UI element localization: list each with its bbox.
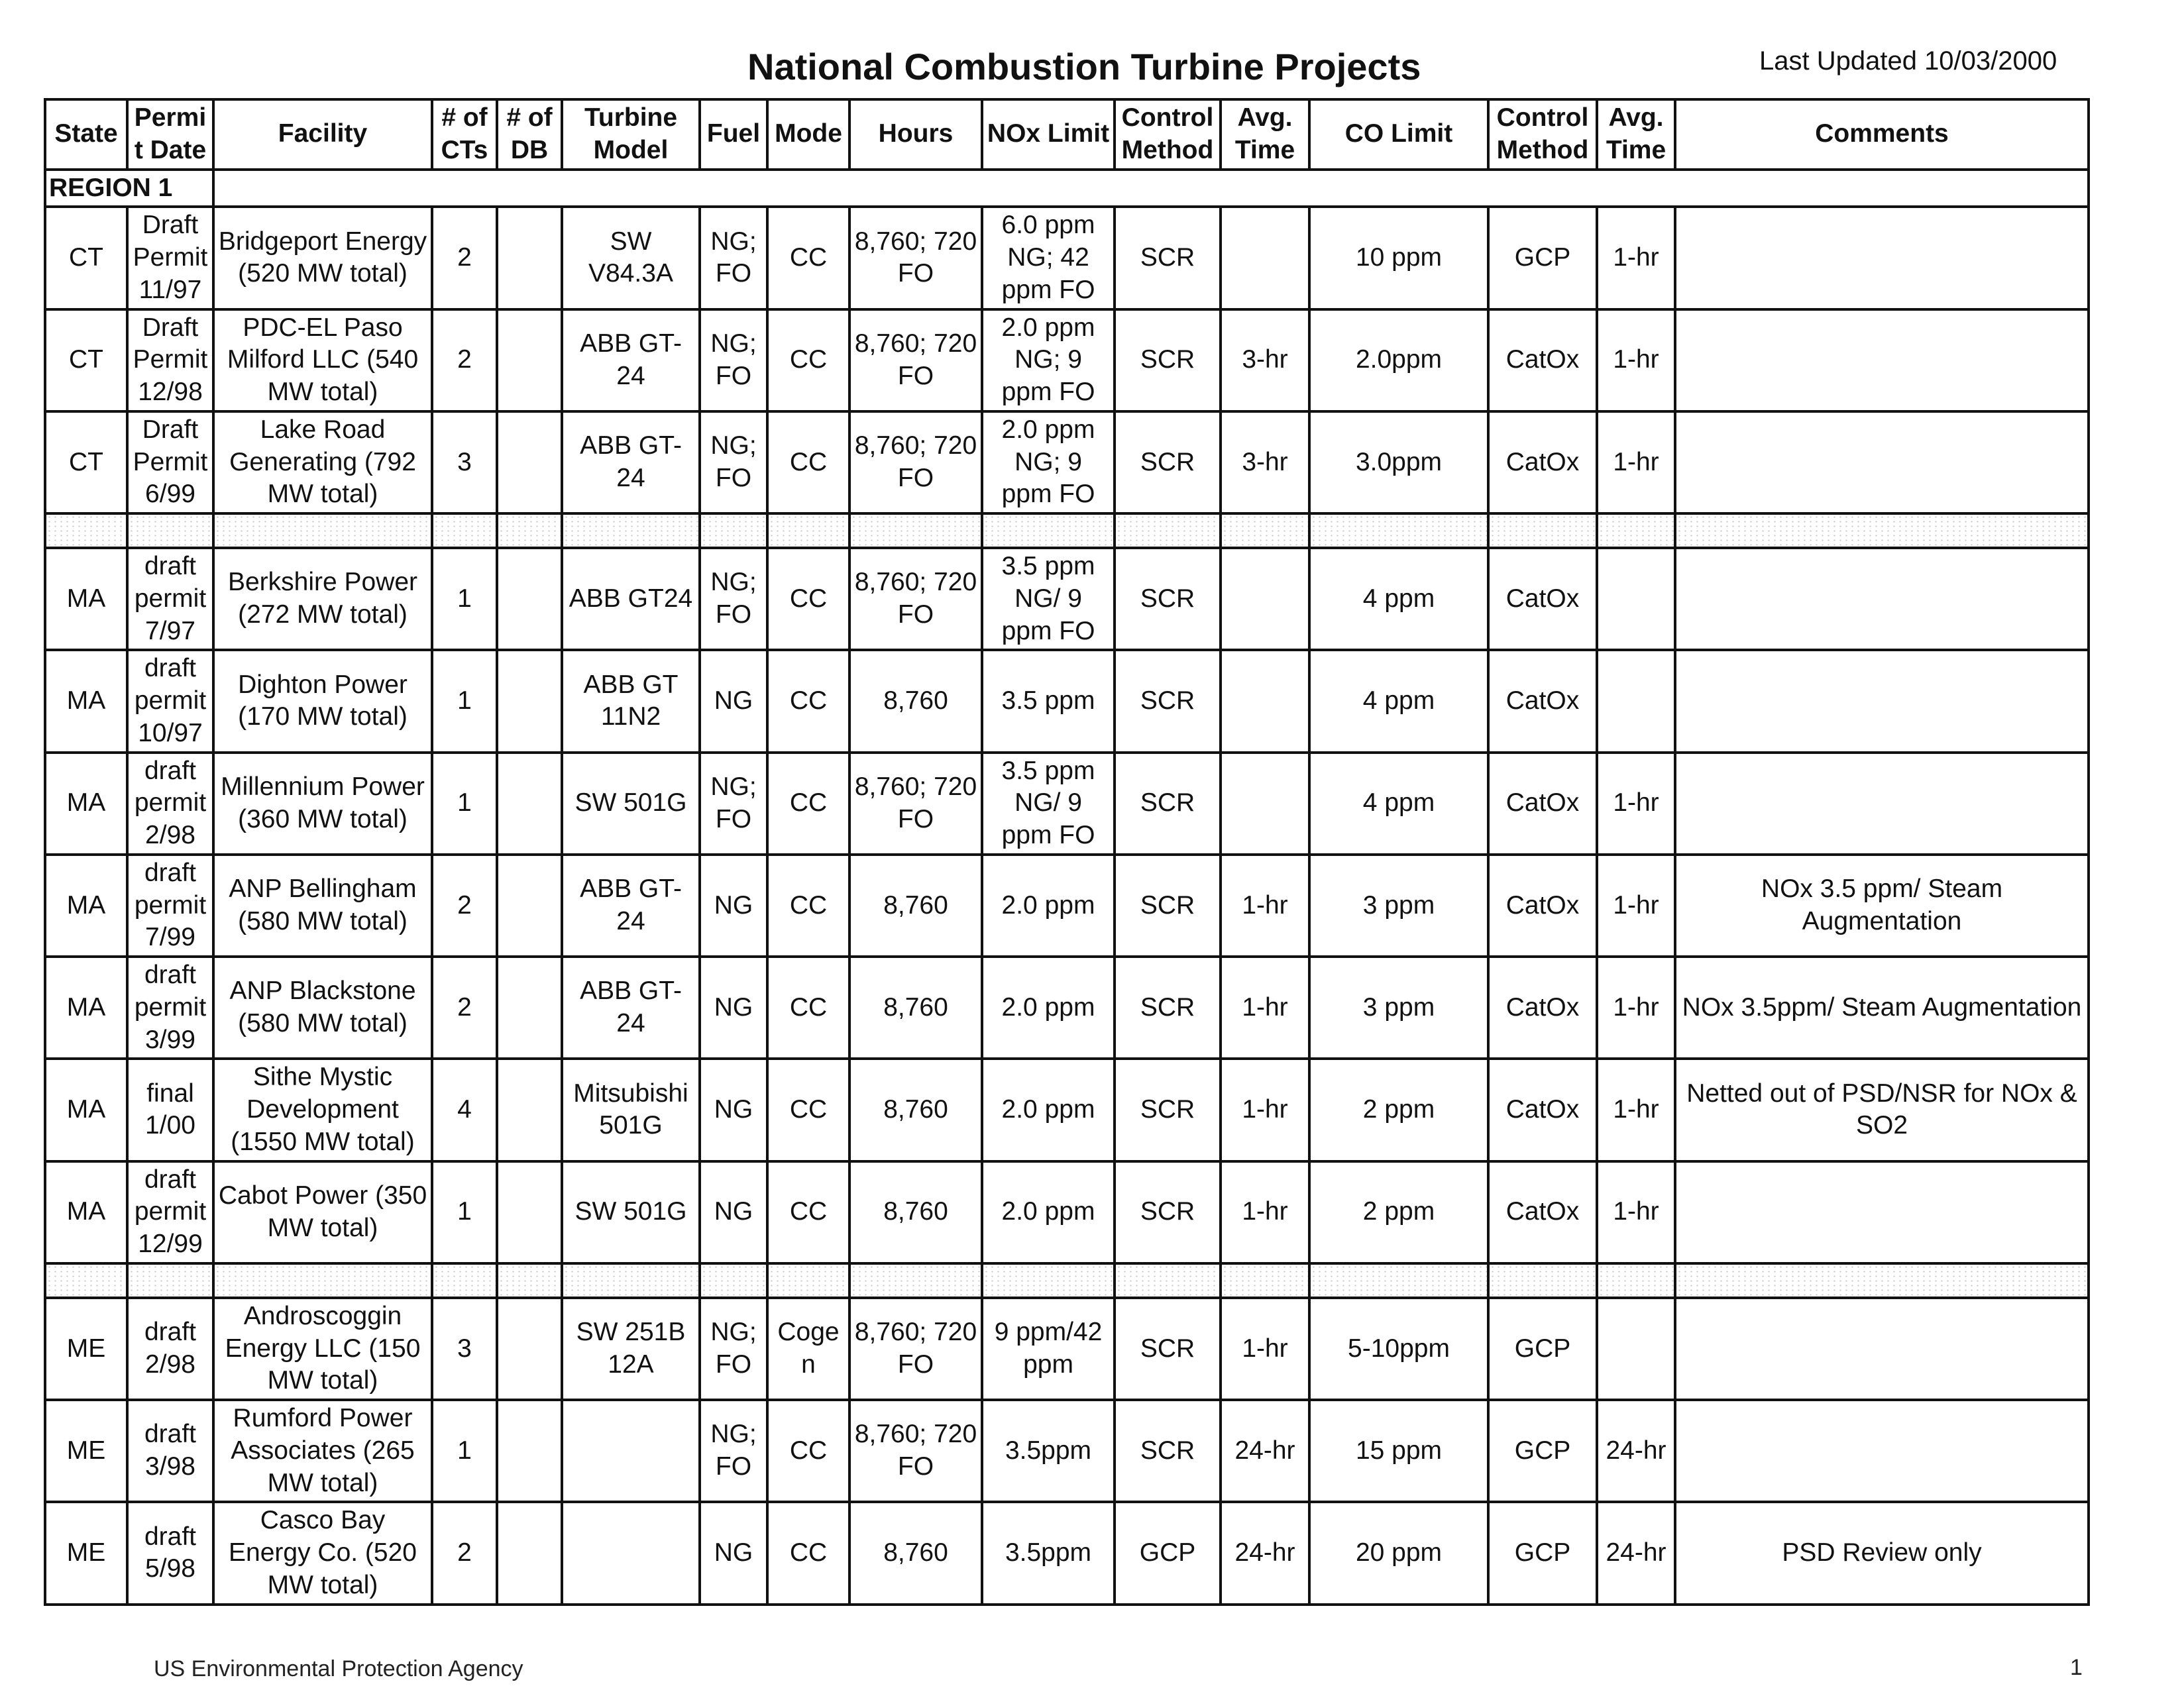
footer-agency: US Environmental Protection Agency [154, 1656, 523, 1681]
cell-num-db [497, 1400, 562, 1502]
cell-hours: 8,760 [849, 957, 982, 1059]
cell-nox-limit: 3.5 ppm NG/ 9 ppm FO [982, 548, 1115, 650]
cell-mode: CC [767, 650, 849, 752]
cell-facility: Rumford Power Associates (265 MW total) [213, 1400, 432, 1502]
separator-cell [127, 1263, 213, 1298]
separator-row [45, 1263, 2089, 1298]
cell-nox-limit: 2.0 ppm NG; 9 ppm FO [982, 411, 1115, 513]
cell-num-db [497, 957, 562, 1059]
cell-num-cts: 1 [432, 1161, 497, 1263]
cell-turbine-model: SW 501G [562, 753, 700, 855]
separator-cell [982, 513, 1115, 548]
cell-co-avg-time: 1-hr [1597, 855, 1675, 957]
cell-nox-limit: 3.5 ppm [982, 650, 1115, 752]
cell-fuel: NG [700, 1502, 767, 1604]
cell-facility: PDC-EL Paso Milford LLC (540 MW total) [213, 309, 432, 411]
cell-nox-limit: 2.0 ppm [982, 855, 1115, 957]
header-mode: Mode [767, 99, 849, 170]
header-nox-limit: NOx Limit [982, 99, 1115, 170]
cell-hours: 8,760 [849, 855, 982, 957]
header-permit-date: Permit Date [127, 99, 213, 170]
cell-nox-avg-time: 1-hr [1221, 1298, 1309, 1400]
cell-num-cts: 1 [432, 548, 497, 650]
region-row-fill [213, 170, 2089, 207]
table-row [45, 650, 2089, 752]
cell-mode: CC [767, 1502, 849, 1604]
region-label: REGION 1 [45, 170, 213, 207]
cell-hours: 8,760; 720 FO [849, 1400, 982, 1502]
table-row [45, 548, 2089, 650]
cell-hours: 8,760; 720 FO [849, 548, 982, 650]
table-row [45, 855, 2089, 957]
cell-co-avg-time: 1-hr [1597, 309, 1675, 411]
cell-permit-date: draft permit 7/99 [127, 855, 213, 957]
cell-num-cts: 1 [432, 650, 497, 752]
cell-co-control-method: GCP [1488, 1502, 1597, 1604]
header-nox-control-method: Control Method [1115, 99, 1221, 170]
cell-facility: Cabot Power (350 MW total) [213, 1161, 432, 1263]
separator-cell [700, 513, 767, 548]
separator-cell [497, 513, 562, 548]
cell-facility: Millennium Power (360 MW total) [213, 753, 432, 855]
cell-num-db [497, 855, 562, 957]
cell-comments [1675, 411, 2089, 513]
cell-nox-control-method: SCR [1115, 309, 1221, 411]
cell-comments [1675, 650, 2089, 752]
separator-row [45, 513, 2089, 548]
cell-permit-date: Draft Permit 12/98 [127, 309, 213, 411]
separator-cell [562, 1263, 700, 1298]
cell-hours: 8,760; 720 FO [849, 411, 982, 513]
cell-mode: CC [767, 957, 849, 1059]
cell-comments: Netted out of PSD/NSR for NOx & SO2 [1675, 1059, 2089, 1161]
cell-num-cts: 2 [432, 309, 497, 411]
cell-co-avg-time [1597, 548, 1675, 650]
cell-co-limit: 2 ppm [1309, 1161, 1488, 1263]
cell-co-control-method: GCP [1488, 1298, 1597, 1400]
separator-cell [1221, 513, 1309, 548]
separator-cell [1488, 1263, 1597, 1298]
separator-cell [1115, 513, 1221, 548]
cell-permit-date: final 1/00 [127, 1059, 213, 1161]
cell-fuel: NG [700, 1059, 767, 1161]
cell-num-cts: 3 [432, 411, 497, 513]
cell-nox-control-method: SCR [1115, 855, 1221, 957]
cell-nox-avg-time: 24-hr [1221, 1400, 1309, 1502]
cell-permit-date: Draft Permit 6/99 [127, 411, 213, 513]
last-updated-date: Last Updated 10/03/2000 [1759, 46, 2057, 76]
cell-nox-limit: 3.5ppm [982, 1400, 1115, 1502]
region-row [45, 170, 2089, 207]
cell-nox-control-method: SCR [1115, 650, 1221, 752]
cell-nox-control-method: SCR [1115, 753, 1221, 855]
cell-fuel: NG [700, 957, 767, 1059]
cell-permit-date: Draft Permit 11/97 [127, 207, 213, 309]
cell-turbine-model: ABB GT-24 [562, 855, 700, 957]
cell-co-avg-time: 1-hr [1597, 753, 1675, 855]
cell-nox-avg-time: 3-hr [1221, 411, 1309, 513]
separator-cell [982, 1263, 1115, 1298]
cell-num-db [497, 309, 562, 411]
cell-co-limit: 3 ppm [1309, 957, 1488, 1059]
header-co-avg-time: Avg. Time [1597, 99, 1675, 170]
cell-comments: NOx 3.5ppm/ Steam Augmentation [1675, 957, 2089, 1059]
cell-nox-control-method: SCR [1115, 1298, 1221, 1400]
table-row [45, 1161, 2089, 1263]
separator-cell [767, 513, 849, 548]
cell-co-limit: 3.0ppm [1309, 411, 1488, 513]
separator-cell [1597, 1263, 1675, 1298]
projects-table [44, 98, 2090, 1606]
cell-fuel: NG; FO [700, 411, 767, 513]
cell-co-control-method: CatOx [1488, 411, 1597, 513]
cell-num-cts: 2 [432, 957, 497, 1059]
footer-page-number: 1 [2070, 1655, 2083, 1680]
cell-comments [1675, 753, 2089, 855]
header-num-db: # of DB [497, 99, 562, 170]
cell-facility: ANP Bellingham (580 MW total) [213, 855, 432, 957]
cell-nox-limit: 3.5ppm [982, 1502, 1115, 1604]
cell-co-control-method: CatOx [1488, 957, 1597, 1059]
cell-nox-limit: 3.5 ppm NG/ 9 ppm FO [982, 753, 1115, 855]
cell-state: MA [45, 548, 127, 650]
cell-co-avg-time: 1-hr [1597, 1059, 1675, 1161]
cell-co-limit: 15 ppm [1309, 1400, 1488, 1502]
cell-facility: Lake Road Generating (792 MW total) [213, 411, 432, 513]
cell-state: MA [45, 855, 127, 957]
cell-nox-control-method: SCR [1115, 411, 1221, 513]
cell-comments: PSD Review only [1675, 1502, 2089, 1604]
cell-state: MA [45, 753, 127, 855]
cell-permit-date: draft permit 10/97 [127, 650, 213, 752]
cell-facility: Casco Bay Energy Co. (520 MW total) [213, 1502, 432, 1604]
cell-num-cts: 2 [432, 1502, 497, 1604]
cell-nox-avg-time [1221, 548, 1309, 650]
header-nox-avg-time: Avg. Time [1221, 99, 1309, 170]
separator-cell [1221, 1263, 1309, 1298]
cell-turbine-model: ABB GT-24 [562, 309, 700, 411]
table-row [45, 1298, 2089, 1400]
cell-comments [1675, 1400, 2089, 1502]
cell-nox-control-method: SCR [1115, 957, 1221, 1059]
cell-co-control-method: GCP [1488, 1400, 1597, 1502]
cell-num-db [497, 1298, 562, 1400]
cell-nox-avg-time: 3-hr [1221, 309, 1309, 411]
header-hours: Hours [849, 99, 982, 170]
cell-nox-limit: 6.0 ppm NG; 42 ppm FO [982, 207, 1115, 309]
cell-facility: Androscoggin Energy LLC (150 MW total) [213, 1298, 432, 1400]
cell-co-control-method: CatOx [1488, 309, 1597, 411]
cell-nox-avg-time [1221, 207, 1309, 309]
cell-turbine-model [562, 1400, 700, 1502]
cell-co-limit: 20 ppm [1309, 1502, 1488, 1604]
cell-turbine-model: SW 251B 12A [562, 1298, 700, 1400]
cell-state: CT [45, 411, 127, 513]
cell-turbine-model: ABB GT-24 [562, 411, 700, 513]
cell-num-db [497, 1161, 562, 1263]
separator-cell [849, 1263, 982, 1298]
cell-fuel: NG; FO [700, 207, 767, 309]
cell-num-cts: 1 [432, 1400, 497, 1502]
cell-state: CT [45, 207, 127, 309]
cell-turbine-model [562, 1502, 700, 1604]
cell-state: MA [45, 957, 127, 1059]
separator-cell [432, 1263, 497, 1298]
cell-co-avg-time: 1-hr [1597, 207, 1675, 309]
cell-state: CT [45, 309, 127, 411]
cell-fuel: NG [700, 855, 767, 957]
cell-nox-control-method: GCP [1115, 1502, 1221, 1604]
cell-fuel: NG; FO [700, 1400, 767, 1502]
cell-comments [1675, 309, 2089, 411]
cell-co-limit: 10 ppm [1309, 207, 1488, 309]
separator-cell [700, 1263, 767, 1298]
cell-nox-control-method: SCR [1115, 1059, 1221, 1161]
separator-cell [1597, 513, 1675, 548]
separator-cell [562, 513, 700, 548]
separator-cell [1675, 513, 2089, 548]
cell-fuel: NG; FO [700, 753, 767, 855]
cell-state: MA [45, 1059, 127, 1161]
cell-fuel: NG; FO [700, 548, 767, 650]
cell-state: ME [45, 1298, 127, 1400]
cell-num-cts: 3 [432, 1298, 497, 1400]
table-row [45, 207, 2089, 309]
cell-mode: CC [767, 548, 849, 650]
cell-facility: Dighton Power (170 MW total) [213, 650, 432, 752]
cell-nox-avg-time: 24-hr [1221, 1502, 1309, 1604]
cell-mode: CC [767, 207, 849, 309]
header-row [45, 99, 2089, 170]
cell-mode: CC [767, 411, 849, 513]
cell-nox-avg-time: 1-hr [1221, 1161, 1309, 1263]
cell-turbine-model: ABB GT 11N2 [562, 650, 700, 752]
table-row [45, 1400, 2089, 1502]
cell-nox-avg-time: 1-hr [1221, 855, 1309, 957]
separator-cell [213, 1263, 432, 1298]
cell-nox-control-method: SCR [1115, 1161, 1221, 1263]
cell-permit-date: draft 3/98 [127, 1400, 213, 1502]
table-row [45, 1502, 2089, 1604]
cell-state: ME [45, 1502, 127, 1604]
cell-hours: 8,760; 720 FO [849, 753, 982, 855]
cell-nox-control-method: SCR [1115, 207, 1221, 309]
cell-co-control-method: CatOx [1488, 855, 1597, 957]
cell-comments [1675, 1298, 2089, 1400]
cell-co-control-method: CatOx [1488, 753, 1597, 855]
cell-co-avg-time: 24-hr [1597, 1502, 1675, 1604]
cell-permit-date: draft 2/98 [127, 1298, 213, 1400]
table-row [45, 411, 2089, 513]
cell-num-db [497, 548, 562, 650]
cell-co-avg-time: 1-hr [1597, 957, 1675, 1059]
cell-turbine-model: ABB GT24 [562, 548, 700, 650]
cell-permit-date: draft permit 7/97 [127, 548, 213, 650]
cell-mode: CC [767, 1161, 849, 1263]
cell-nox-avg-time [1221, 650, 1309, 752]
cell-co-limit: 4 ppm [1309, 548, 1488, 650]
cell-facility: Bridgeport Energy (520 MW total) [213, 207, 432, 309]
cell-hours: 8,760; 720 FO [849, 309, 982, 411]
cell-comments: NOx 3.5 ppm/ Steam Augmentation [1675, 855, 2089, 957]
cell-co-limit: 4 ppm [1309, 650, 1488, 752]
cell-co-limit: 4 ppm [1309, 753, 1488, 855]
cell-fuel: NG; FO [700, 1298, 767, 1400]
separator-cell [1115, 1263, 1221, 1298]
cell-co-avg-time: 1-hr [1597, 411, 1675, 513]
table-row [45, 1059, 2089, 1161]
cell-nox-limit: 2.0 ppm [982, 1161, 1115, 1263]
cell-num-cts: 2 [432, 207, 497, 309]
cell-mode: CC [767, 855, 849, 957]
cell-num-cts: 4 [432, 1059, 497, 1161]
cell-nox-avg-time [1221, 753, 1309, 855]
cell-nox-control-method: SCR [1115, 1400, 1221, 1502]
cell-num-db [497, 1502, 562, 1604]
cell-hours: 8,760 [849, 650, 982, 752]
header-co-control-method: Control Method [1488, 99, 1597, 170]
cell-num-db [497, 1059, 562, 1161]
cell-nox-limit: 9 ppm/42 ppm [982, 1298, 1115, 1400]
cell-nox-limit: 2.0 ppm [982, 957, 1115, 1059]
cell-state: MA [45, 1161, 127, 1263]
cell-state: MA [45, 650, 127, 752]
cell-num-db [497, 753, 562, 855]
cell-turbine-model: Mitsubishi 501G [562, 1059, 700, 1161]
cell-fuel: NG [700, 650, 767, 752]
separator-cell [1488, 513, 1597, 548]
cell-hours: 8,760; 720 FO [849, 1298, 982, 1400]
separator-cell [127, 513, 213, 548]
cell-co-control-method: CatOx [1488, 650, 1597, 752]
cell-num-db [497, 650, 562, 752]
separator-cell [767, 1263, 849, 1298]
cell-state: ME [45, 1400, 127, 1502]
cell-facility: ANP Blackstone (580 MW total) [213, 957, 432, 1059]
header-turbine-model: Turbine Model [562, 99, 700, 170]
cell-co-control-method: CatOx [1488, 548, 1597, 650]
cell-co-avg-time [1597, 650, 1675, 752]
page-title: National Combustion Turbine Projects [747, 46, 1421, 87]
cell-hours: 8,760; 720 FO [849, 207, 982, 309]
cell-permit-date: draft 5/98 [127, 1502, 213, 1604]
table-row [45, 309, 2089, 411]
cell-mode: CC [767, 753, 849, 855]
header-co-limit: CO Limit [1309, 99, 1488, 170]
cell-facility: Berkshire Power (272 MW total) [213, 548, 432, 650]
cell-mode: CC [767, 1400, 849, 1502]
cell-comments [1675, 1161, 2089, 1263]
separator-cell [45, 1263, 127, 1298]
table-row [45, 753, 2089, 855]
cell-hours: 8,760 [849, 1502, 982, 1604]
table-row [45, 957, 2089, 1059]
cell-nox-control-method: SCR [1115, 548, 1221, 650]
separator-cell [45, 513, 127, 548]
header-comments: Comments [1675, 99, 2089, 170]
cell-co-limit: 2 ppm [1309, 1059, 1488, 1161]
header-state: State [45, 99, 127, 170]
separator-cell [1309, 1263, 1488, 1298]
cell-comments [1675, 207, 2089, 309]
cell-num-db [497, 411, 562, 513]
cell-co-control-method: CatOx [1488, 1161, 1597, 1263]
cell-turbine-model: ABB GT-24 [562, 957, 700, 1059]
cell-permit-date: draft permit 12/99 [127, 1161, 213, 1263]
cell-permit-date: draft permit 2/98 [127, 753, 213, 855]
cell-turbine-model: SW V84.3A [562, 207, 700, 309]
cell-permit-date: draft permit 3/99 [127, 957, 213, 1059]
header-fuel: Fuel [700, 99, 767, 170]
cell-num-cts: 2 [432, 855, 497, 957]
separator-cell [432, 513, 497, 548]
cell-mode: CC [767, 1059, 849, 1161]
cell-nox-avg-time: 1-hr [1221, 957, 1309, 1059]
cell-co-control-method: CatOx [1488, 1059, 1597, 1161]
cell-facility: Sithe Mystic Development (1550 MW total) [213, 1059, 432, 1161]
cell-num-db [497, 207, 562, 309]
cell-co-limit: 3 ppm [1309, 855, 1488, 957]
cell-hours: 8,760 [849, 1161, 982, 1263]
separator-cell [497, 1263, 562, 1298]
cell-nox-limit: 2.0 ppm NG; 9 ppm FO [982, 309, 1115, 411]
cell-nox-limit: 2.0 ppm [982, 1059, 1115, 1161]
header-facility: Facility [213, 99, 432, 170]
separator-cell [1309, 513, 1488, 548]
cell-co-avg-time: 1-hr [1597, 1161, 1675, 1263]
cell-co-avg-time [1597, 1298, 1675, 1400]
cell-num-cts: 1 [432, 753, 497, 855]
separator-cell [1675, 1263, 2089, 1298]
cell-co-limit: 5-10ppm [1309, 1298, 1488, 1400]
cell-co-control-method: GCP [1488, 207, 1597, 309]
cell-turbine-model: SW 501G [562, 1161, 700, 1263]
separator-cell [213, 513, 432, 548]
cell-co-limit: 2.0ppm [1309, 309, 1488, 411]
cell-comments [1675, 548, 2089, 650]
cell-hours: 8,760 [849, 1059, 982, 1161]
cell-fuel: NG [700, 1161, 767, 1263]
cell-mode: Cogen [767, 1298, 849, 1400]
cell-mode: CC [767, 309, 849, 411]
separator-cell [849, 513, 982, 548]
cell-fuel: NG; FO [700, 309, 767, 411]
cell-nox-avg-time: 1-hr [1221, 1059, 1309, 1161]
cell-co-avg-time: 24-hr [1597, 1400, 1675, 1502]
header-num-cts: # of CTs [432, 99, 497, 170]
